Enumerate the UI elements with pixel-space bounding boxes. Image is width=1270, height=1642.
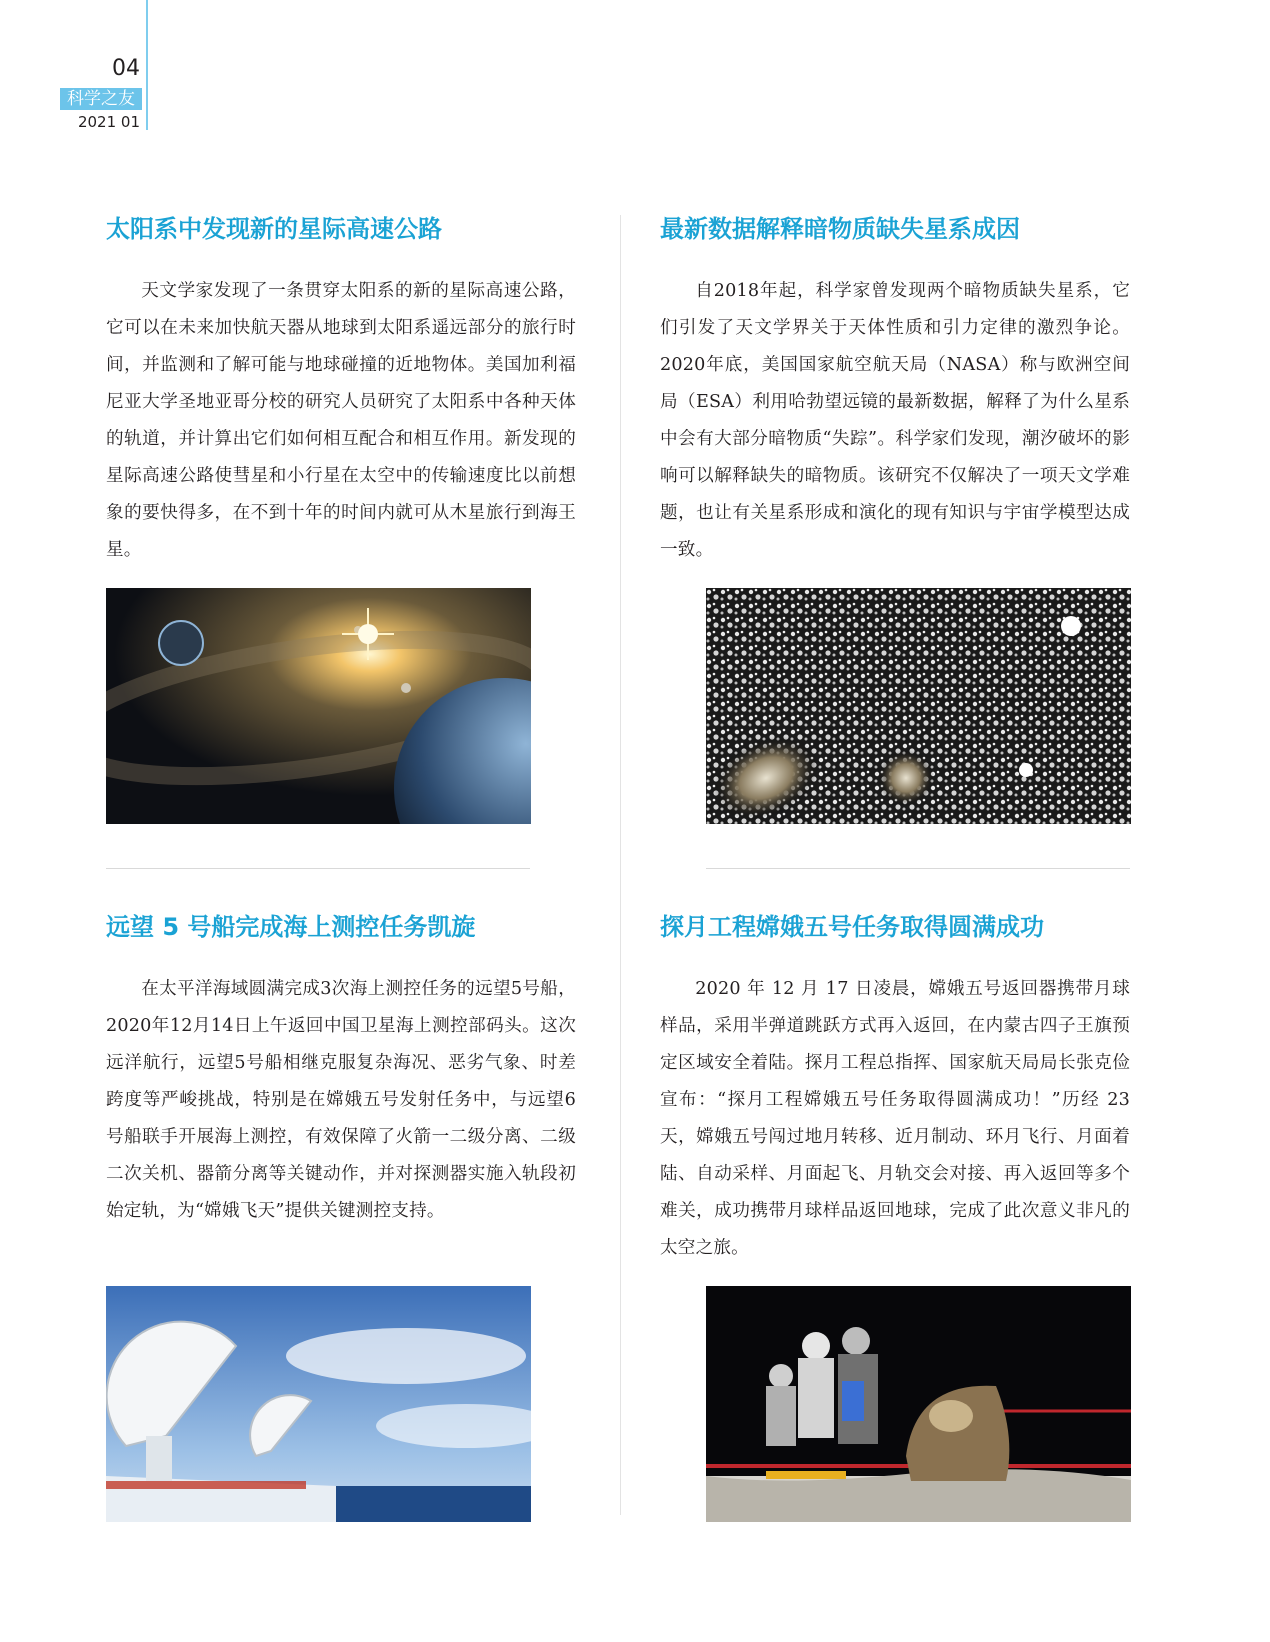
- tracking-ship-photo-icon: [106, 1286, 531, 1522]
- page-number: 04: [112, 56, 140, 81]
- article-body: 自2018年起，科学家曾发现两个暗物质缺失星系，它们引发了天文学界关于天体性质和引力定律的激烈争论。2020年底，美国国家航空航天局（NASA）称与欧洲空间局（ESA）利用哈勃望远镜的最新数据，解释了为什么星系中会有大部分暗物质“失踪”。科学家们发现，潮汐破坏的影响可以解释缺失的暗物质。该研究不仅解决了一项天文学难题，也让有关星系形成和演化的现有知识与宇宙学模型达成一致。: [660, 281, 1130, 560]
- row-divider-left: [106, 868, 530, 869]
- page-header: [0, 0, 150, 140]
- galaxy-field-photo-icon: [706, 588, 1131, 824]
- article-body: 天文学家发现了一条贯穿太阳系的新的星际高速公路，它可以在未来加快航天器从地球到太阳系遥远部分的旅行时间，并监测和了解可能与地球碰撞的近地物体。美国加利福尼亚大学圣地亚哥分校的研究人员研究了太阳系中各种天体的轨道，并计算出它们如何相互配合和相互作用。新发现的星际高速公路使彗星和小行星在太空中的传输速度比以前想象的要快得多，在不到十年的时间内就可从木星旅行到海王星。: [106, 281, 576, 560]
- row-divider-right: [706, 868, 1130, 869]
- article-dark-matter: [660, 209, 1130, 569]
- article-body: 在太平洋海域圆满完成3次海上测控任务的远望5号船，2020年12月14日上午返回中国卫星海上测控部码头。这次远洋航行，远望5号船相继克服复杂海况、恶劣气象、时差跨度等严峻挑战，特别是在嫦娥五号发射任务中，与远望6号船联手开展海上测控，有效保障了火箭一二级分离、二级二次关机、器箭分离等关键动作，并对探测器实施入轨段初始定轨，为“嫦娥飞天”提供关键测控支持。: [106, 979, 576, 1221]
- column-divider: [620, 215, 621, 1515]
- article-body: 2020 年 12 月 17 日凌晨，嫦娥五号返回器携带月球样品，采用半弹道跳跃方式再入返回，在内蒙古四子王旗预定区域安全着陆。探月工程总指挥、国家航天局局长张克俭宣布：“探月工程嫦娥五号任务取得圆满成功！”历经 23 天，嫦娥五号闯过地月转移、近月制动、环月飞行、月面着陆、自动采样、月面起飞、月轨交会对接、再入返回等多个难关，成功携带月球样品返回地球，完成了此次意义非凡的太空之旅。: [660, 979, 1130, 1258]
- magazine-name: 科学之友: [60, 88, 142, 110]
- article-title: 远望 5 号船完成海上测控任务凯旋: [106, 913, 476, 941]
- header-rule: [146, 0, 148, 130]
- article-yuanwang-5: [106, 907, 576, 1230]
- article-interstellar-highway: [106, 209, 576, 569]
- article-title: 太阳系中发现新的星际高速公路: [106, 215, 442, 243]
- return-capsule-photo-icon: [706, 1286, 1131, 1522]
- solar-system-illustration-icon: [106, 588, 531, 824]
- issue-date: 2021 01: [77, 113, 140, 131]
- article-change-5: [660, 907, 1130, 1267]
- article-title: 探月工程嫦娥五号任务取得圆满成功: [660, 913, 1044, 941]
- article-title: 最新数据解释暗物质缺失星系成因: [660, 215, 1020, 243]
